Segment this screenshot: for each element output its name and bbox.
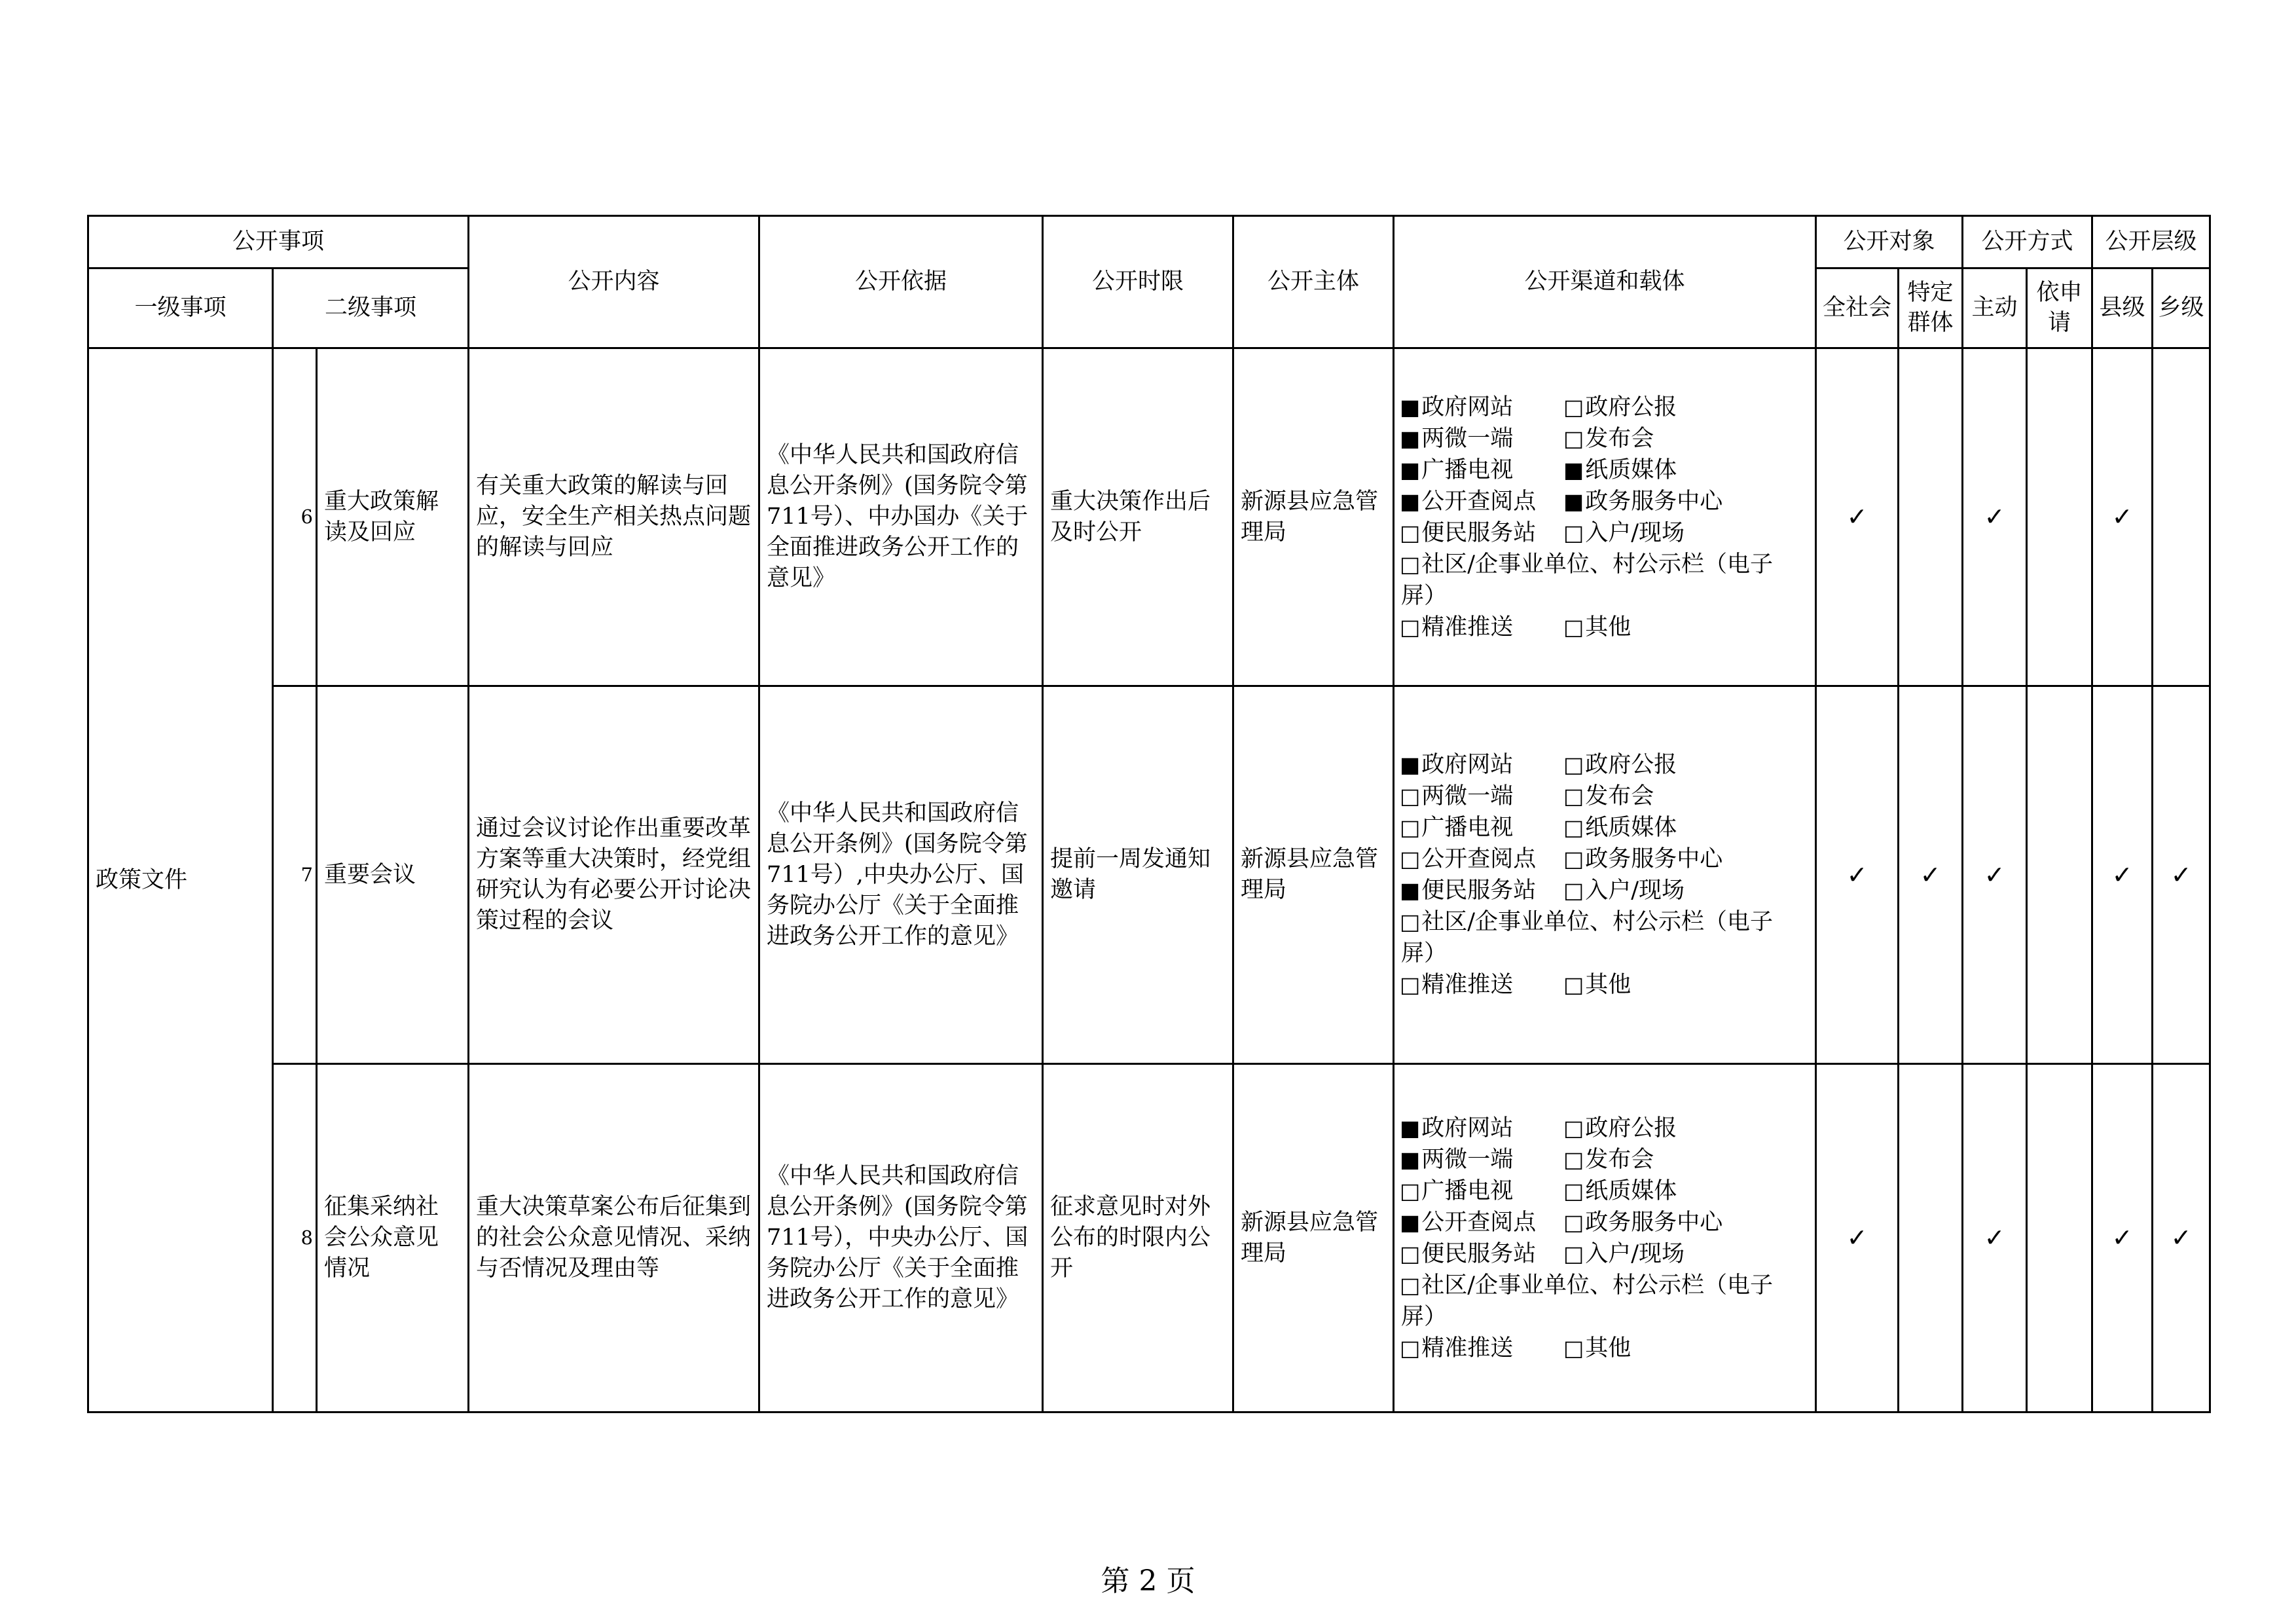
check-all: ✓ <box>1816 686 1899 1064</box>
channel-label: 便民服务站 <box>1421 1240 1537 1267</box>
channel-line <box>1400 580 1810 612</box>
channel-option <box>1400 875 1563 906</box>
unchecked-box-icon: □ <box>1563 519 1584 545</box>
channel-option <box>1400 486 1563 517</box>
unchecked-box-icon: □ <box>1563 815 1584 840</box>
channel-option <box>1563 517 1685 549</box>
channel-option <box>1563 1333 1631 1364</box>
channel-label: 政府公报 <box>1585 1115 1677 1141</box>
level2-item: 征集采纳社会公众意见情况 <box>317 1064 469 1412</box>
channel-label: 发布会 <box>1585 1146 1654 1173</box>
channel-option <box>1400 1301 1447 1333</box>
checked-box-icon: ■ <box>1400 488 1421 514</box>
channel-label: 社区/企事业单位、村公示栏（电子 <box>1421 551 1773 578</box>
checked-box-icon: ■ <box>1400 752 1421 777</box>
disclosure-basis: 《中华人民共和国政府信息公开条例》(国务院令第711号）、中办国办《关于全面推进政务公开工作的意见》 <box>759 348 1043 686</box>
header-method: 公开方式 <box>1963 216 2092 268</box>
channel-option <box>1563 781 1654 812</box>
channels-cell <box>1394 686 1816 1064</box>
channel-line <box>1400 1333 1810 1364</box>
check-apply <box>2027 1064 2092 1412</box>
channel-line <box>1400 875 1810 906</box>
disclosure-subject: 新源县应急管理局 <box>1233 1064 1394 1412</box>
channel-option <box>1400 423 1563 454</box>
channel-line <box>1400 938 1810 969</box>
channel-option <box>1400 1238 1563 1270</box>
channel-option <box>1400 843 1563 875</box>
time-limit: 重大决策作出后及时公开 <box>1043 348 1233 686</box>
channel-option <box>1563 1207 1722 1238</box>
disclosure-table <box>87 215 2211 1413</box>
channel-option <box>1563 486 1722 517</box>
channel-line <box>1400 454 1810 486</box>
time-limit: 提前一周发通知邀请 <box>1043 686 1233 1064</box>
check-township: ✓ <box>2153 686 2210 1064</box>
channel-option <box>1563 749 1677 781</box>
channel-line <box>1400 781 1810 812</box>
checked-box-icon: ■ <box>1400 1209 1421 1235</box>
disclosure-basis: 《中华人民共和国政府信息公开条例》(国务院令第711号），中央办公厅、国务院办公厅《关于全面推进政务公开工作的意见》 <box>759 1064 1043 1412</box>
unchecked-box-icon: □ <box>1400 519 1421 545</box>
channel-line <box>1400 906 1810 938</box>
channel-line <box>1400 1207 1810 1238</box>
disclosure-subject: 新源县应急管理局 <box>1233 686 1394 1064</box>
checked-box-icon: ■ <box>1400 1115 1421 1141</box>
header-target-all: 全社会 <box>1816 268 1899 348</box>
channel-label: 入户/现场 <box>1585 1240 1685 1267</box>
header-subject: 公开主体 <box>1233 216 1394 348</box>
unchecked-box-icon: □ <box>1400 846 1421 872</box>
channel-label: 便民服务站 <box>1421 877 1537 904</box>
channel-label: 公开查阅点 <box>1421 488 1537 515</box>
check-county: ✓ <box>2092 348 2153 686</box>
channel-line <box>1400 423 1810 454</box>
channel-label: 广播电视 <box>1421 456 1514 483</box>
channel-line <box>1400 1270 1810 1301</box>
channel-option <box>1400 1207 1563 1238</box>
header-tier-township: 乡级 <box>2153 268 2210 348</box>
channel-option <box>1400 749 1563 781</box>
table-row <box>88 1064 2210 1412</box>
channel-option <box>1400 1144 1563 1175</box>
header-matter: 公开事项 <box>88 216 469 268</box>
checked-box-icon: ■ <box>1400 1146 1421 1172</box>
level2-item: 重大政策解读及回应 <box>317 348 469 686</box>
disclosure-content: 通过会议讨论作出重要改革方案等重大决策时，经党组研究认为有必要公开讨论决策过程的会议 <box>469 686 759 1064</box>
unchecked-box-icon: □ <box>1400 1240 1421 1266</box>
unchecked-box-icon: □ <box>1563 752 1584 777</box>
channel-label: 政府网站 <box>1421 394 1514 420</box>
unchecked-box-icon: □ <box>1400 815 1421 840</box>
header-tier: 公开层级 <box>2092 216 2210 268</box>
check-active: ✓ <box>1963 1064 2027 1412</box>
channel-option <box>1400 612 1563 643</box>
header-content: 公开内容 <box>469 216 759 348</box>
channel-label: 其他 <box>1585 1335 1631 1361</box>
channel-option <box>1563 423 1654 454</box>
check-apply <box>2027 686 2092 1064</box>
unchecked-box-icon: □ <box>1400 1177 1421 1204</box>
unchecked-box-icon: □ <box>1400 783 1421 809</box>
channel-option <box>1400 906 1773 938</box>
channel-option <box>1400 392 1563 423</box>
channel-label: 两微一端 <box>1421 783 1514 809</box>
unchecked-box-icon: □ <box>1563 1146 1584 1172</box>
channel-option <box>1400 1333 1563 1364</box>
channel-label: 政务服务中心 <box>1585 846 1723 872</box>
unchecked-box-icon: □ <box>1563 394 1584 420</box>
channel-label: 入户/现场 <box>1585 519 1685 546</box>
channel-option <box>1400 1113 1563 1144</box>
channel-label: 精准推送 <box>1421 972 1514 998</box>
channel-line <box>1400 1238 1810 1270</box>
check-apply <box>2027 348 2092 686</box>
check-active: ✓ <box>1963 348 2027 686</box>
unchecked-box-icon: □ <box>1563 425 1584 451</box>
channel-label: 屏） <box>1401 1303 1448 1330</box>
channel-label: 屏） <box>1401 940 1448 967</box>
channel-label: 社区/企事业单位、村公示栏（电子 <box>1421 1272 1773 1299</box>
unchecked-box-icon: □ <box>1563 1240 1584 1266</box>
channel-label: 其他 <box>1585 614 1631 640</box>
check-township <box>2153 348 2210 686</box>
channel-option <box>1400 549 1773 580</box>
unchecked-box-icon: □ <box>1400 1272 1421 1298</box>
channel-line <box>1400 1175 1810 1207</box>
channel-line <box>1400 969 1810 1001</box>
unchecked-box-icon: □ <box>1400 551 1421 577</box>
channel-option <box>1400 812 1563 843</box>
unchecked-box-icon: □ <box>1400 972 1421 997</box>
check-all: ✓ <box>1816 1064 1899 1412</box>
channel-label: 发布会 <box>1585 783 1654 809</box>
check-specific <box>1899 1064 1963 1412</box>
channel-label: 精准推送 <box>1421 614 1514 640</box>
table-row <box>88 348 2210 686</box>
channel-label: 两微一端 <box>1421 1146 1514 1173</box>
header-time-limit: 公开时限 <box>1043 216 1233 348</box>
channel-label: 广播电视 <box>1421 815 1514 841</box>
check-all: ✓ <box>1816 348 1899 686</box>
level1-item: 政策文件 <box>88 348 273 1412</box>
header-method-active: 主动 <box>1963 268 2027 348</box>
check-active: ✓ <box>1963 686 2027 1064</box>
channel-line <box>1400 1144 1810 1175</box>
unchecked-box-icon: □ <box>1563 1115 1584 1141</box>
channel-option <box>1563 843 1722 875</box>
channel-label: 公开查阅点 <box>1421 1209 1537 1236</box>
channel-label: 政府公报 <box>1585 394 1677 420</box>
item-number: 6 <box>273 348 317 686</box>
channel-label: 两微一端 <box>1421 425 1514 452</box>
channel-option <box>1400 938 1447 969</box>
item-number: 8 <box>273 1064 317 1412</box>
channel-label: 便民服务站 <box>1421 519 1537 546</box>
table-row <box>88 686 2210 1064</box>
channel-option <box>1563 1238 1685 1270</box>
channel-label: 广播电视 <box>1421 1177 1514 1204</box>
disclosure-content: 重大决策草案公布后征集到的社会公众意见情况、采纳与否情况及理由等 <box>469 1064 759 1412</box>
channel-option <box>1563 812 1677 843</box>
unchecked-box-icon: □ <box>1563 1209 1584 1235</box>
disclosure-basis: 《中华人民共和国政府信息公开条例》(国务院令第711号）,中央办公厅、国务院办公厅《关于全面推进政务公开工作的意见》 <box>759 686 1043 1064</box>
unchecked-box-icon: □ <box>1400 1335 1421 1361</box>
channel-label: 入户/现场 <box>1585 877 1685 904</box>
channel-label: 屏） <box>1401 582 1448 609</box>
channel-option <box>1400 454 1563 486</box>
channel-label: 公开查阅点 <box>1421 846 1537 872</box>
unchecked-box-icon: □ <box>1400 614 1421 640</box>
channel-line <box>1400 392 1810 423</box>
level2-item: 重要会议 <box>317 686 469 1064</box>
channel-label: 发布会 <box>1585 425 1654 452</box>
check-specific <box>1899 348 1963 686</box>
checked-box-icon: ■ <box>1400 877 1421 903</box>
channel-line <box>1400 1113 1810 1144</box>
time-limit: 征求意见时对外公布的时限内公开 <box>1043 1064 1233 1412</box>
checked-box-icon: ■ <box>1400 456 1421 483</box>
channel-option <box>1400 1270 1773 1301</box>
header-target-specific: 特定 群体 <box>1899 268 1963 348</box>
channel-line <box>1400 517 1810 549</box>
header-channels: 公开渠道和载体 <box>1394 216 1816 348</box>
channel-option <box>1563 969 1631 1001</box>
header-method-apply: 依申 请 <box>2027 268 2092 348</box>
channel-line <box>1400 549 1810 580</box>
unchecked-box-icon: □ <box>1563 846 1584 872</box>
item-number: 7 <box>273 686 317 1064</box>
checked-box-icon: ■ <box>1400 394 1421 420</box>
header-tier-county: 县级 <box>2092 268 2153 348</box>
channel-option <box>1400 1175 1563 1207</box>
channel-line <box>1400 812 1810 843</box>
channel-label: 政府网站 <box>1421 1115 1514 1141</box>
channel-option <box>1400 580 1447 612</box>
unchecked-box-icon: □ <box>1563 877 1584 903</box>
disclosure-subject: 新源县应急管理局 <box>1233 348 1394 686</box>
channel-option <box>1400 969 1563 1001</box>
check-county: ✓ <box>2092 1064 2153 1412</box>
channel-option <box>1563 1144 1654 1175</box>
channel-label: 精准推送 <box>1421 1335 1514 1361</box>
unchecked-box-icon: □ <box>1563 1177 1584 1204</box>
channel-label: 纸质媒体 <box>1585 456 1677 483</box>
unchecked-box-icon: □ <box>1563 972 1584 997</box>
channel-option <box>1400 517 1563 549</box>
checked-box-icon: ■ <box>1563 488 1584 514</box>
channel-label: 政务服务中心 <box>1585 488 1723 515</box>
unchecked-box-icon: □ <box>1563 1335 1584 1361</box>
channel-option <box>1400 781 1563 812</box>
channel-option <box>1563 1113 1677 1144</box>
check-specific: ✓ <box>1899 686 1963 1064</box>
unchecked-box-icon: □ <box>1563 614 1584 640</box>
channel-label: 政务服务中心 <box>1585 1209 1723 1236</box>
channel-option <box>1563 454 1677 486</box>
channel-line <box>1400 749 1810 781</box>
channel-option <box>1563 875 1685 906</box>
channels-cell <box>1394 1064 1816 1412</box>
channel-line <box>1400 1301 1810 1333</box>
channel-label: 社区/企事业单位、村公示栏（电子 <box>1421 909 1773 935</box>
channel-label: 政府网站 <box>1421 752 1514 778</box>
disclosure-content: 有关重大政策的解读与回应，安全生产相关热点问题的解读与回应 <box>469 348 759 686</box>
channel-label: 纸质媒体 <box>1585 815 1677 841</box>
checked-box-icon: ■ <box>1400 425 1421 451</box>
channel-label: 政府公报 <box>1585 752 1677 778</box>
header-level1: 一级事项 <box>88 268 273 348</box>
channels-cell <box>1394 348 1816 686</box>
channel-option <box>1563 392 1677 423</box>
channel-label: 纸质媒体 <box>1585 1177 1677 1204</box>
header-level2: 二级事项 <box>273 268 469 348</box>
header-target: 公开对象 <box>1816 216 1963 268</box>
unchecked-box-icon: □ <box>1563 783 1584 809</box>
channel-line <box>1400 612 1810 643</box>
channel-line <box>1400 843 1810 875</box>
checked-box-icon: ■ <box>1563 456 1584 483</box>
check-township: ✓ <box>2153 1064 2210 1412</box>
channel-label: 其他 <box>1585 972 1631 998</box>
header-basis: 公开依据 <box>759 216 1043 348</box>
page-number: 第 2 页 <box>1101 1564 1195 1598</box>
check-county: ✓ <box>2092 686 2153 1064</box>
channel-line <box>1400 486 1810 517</box>
channel-option <box>1563 1175 1677 1207</box>
unchecked-box-icon: □ <box>1400 909 1421 934</box>
channel-option <box>1563 612 1631 643</box>
